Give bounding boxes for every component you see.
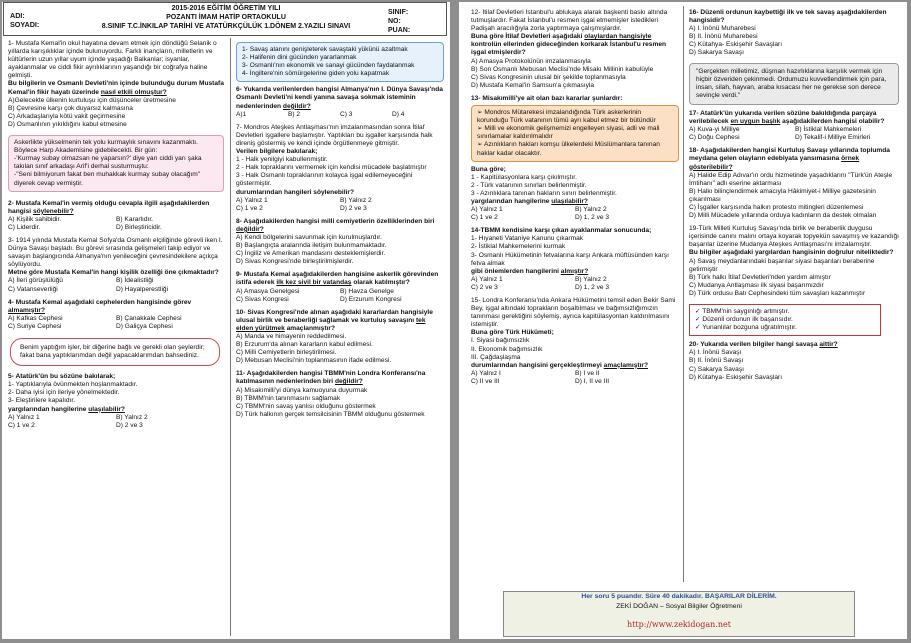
- q13-option-b[interactable]: B) Yalnız 2: [575, 206, 607, 214]
- box6-item-3: Osmanlı'nın ekonomik ve sanayi gücünden faydalanmak: [249, 62, 415, 70]
- q6-option-b[interactable]: B) 2: [288, 110, 301, 118]
- q10-option-d[interactable]: D) Mebusan Meclisi'nin toplanmasının ifade edilmesi.: [236, 357, 392, 365]
- footer: [503, 591, 855, 637]
- exam-page-1: [2, 2, 450, 639]
- q16-option-d[interactable]: D) Sakarya Savaşı: [689, 49, 744, 57]
- q18-stem: 18- Aşağıdakilerden hangisi Kurtuluş Savaşı yıllarında toplumda meydana gelen olayların edebiyata yansımasına: [689, 147, 890, 163]
- box6-item-4: İngiltere'nin sömürgelerine giden yolu kapatmak: [249, 70, 390, 78]
- q1-option-b[interactable]: B) Çevresine karşı çok duyarsız kalmasına: [8, 104, 133, 112]
- q8-stem: 8- Aşağıdakilerden hangisi milli cemiyetlerin özelliklerinden biri: [236, 217, 435, 225]
- q14-ask-underline: almıştır?: [560, 267, 589, 275]
- q14-option-d[interactable]: D) 1, 2 ve 3: [575, 283, 610, 291]
- q3-text: 3- 1914 yılında Mustafa Kemal Sofya'da Osmanlı elçiliğinde görevli iken I. Dünya Savaşı başladı. Bu görevi sırasında gelişmeleri takip ediyor ve savaşın başlangıcında Almanya'nın yenileceğini çevresindekilere açıkça söylüyordu.: [8, 236, 223, 269]
- q16-stem: 16- Düzenli ordunun kaybettiği ilk ve tek savaş aşağıdakilerden hangisidir?: [689, 9, 887, 25]
- website-link[interactable]: http://www.zekidogan.net: [627, 620, 731, 629]
- score-label: PUAN:: [388, 27, 411, 35]
- q18-stem-underline: örnek gösterilebilir?: [689, 155, 860, 171]
- q5-option-b[interactable]: B) Yalnız 2: [116, 413, 148, 421]
- q20-option-c[interactable]: C) Sakarya Savaşı: [689, 365, 744, 373]
- q12-option-b[interactable]: B) Son Osmanlı Mebusan Meclisi'nde Misakı Millinin kabulüyle: [471, 65, 654, 73]
- q3-option-d[interactable]: D) Hayalperestliği: [116, 285, 169, 293]
- q15-item-2: II. Ekonomik bağımsızlık: [471, 345, 543, 353]
- q13-option-c[interactable]: C) 1 ve 2: [471, 214, 498, 222]
- q14-item-2: 2- İstiklal Mahkemelerini kurmak: [471, 243, 566, 251]
- box-20: ✓ TBMM'nin saygınlığı artmıştır. ✓ Düzenli ordunun ilk başarısıdır. ✓ Yunanlılar bozguna uğratılmıştır.: [689, 304, 881, 336]
- q11-stem: 11- Aşağıdakilerden hangisi TBMM'nin Londra Konferansı'na katılmasının nedenlerinden biri: [236, 370, 426, 386]
- class-label: SINIF:: [388, 9, 409, 16]
- q9-stem-underline: ilk kez sivil bir vatandaş: [276, 279, 352, 287]
- q17-option-c[interactable]: C) Doğu Cephesi: [689, 134, 740, 142]
- q5-option-c[interactable]: C) 1 ve 2: [8, 421, 35, 429]
- exam-header: [3, 2, 447, 36]
- q16-option-c[interactable]: C) Kütahya- Eskişehir Savaşları: [689, 41, 783, 49]
- column-2: [236, 40, 444, 638]
- q12-option-d[interactable]: D) Mustafa Kemal'in Samsun'a çıkmasıyla: [471, 81, 595, 89]
- q4-option-a[interactable]: A) Kafkas Cephesi: [8, 314, 63, 322]
- anecdote-3: -"Seni bilmiyorum fakat ben muhakkak kurmay subay olacağım" diyerek cevap vermiştir.: [14, 171, 201, 187]
- q13-item-1: 1 - Kapitülasyonlara karşı çıkılmıştır.: [471, 173, 577, 181]
- quote-box-17: [689, 63, 899, 105]
- box13-item-3: Azınlıkların hakları komşu ülkelerdeki Müslümanlara tanınan haklar kadar olacaktır.: [477, 141, 660, 157]
- q14-option-c[interactable]: C) 2 ve 3: [471, 283, 498, 291]
- q12-stem-underline: olaylardan hangisiyle: [584, 33, 652, 41]
- teacher-name: ZEKİ DOĞAN – Sosyal Bilgiler Öğretmeni: [616, 603, 742, 610]
- school-year: 2015-2016 EĞİTİM ÖĞRETİM YILI: [171, 5, 281, 12]
- q20-option-d[interactable]: D) Kütahya- Eskişehir Savaşları: [689, 373, 783, 381]
- q2-option-a[interactable]: A) Kişilik sahibidir.: [8, 215, 62, 223]
- column-1: [8, 40, 224, 638]
- q1-option-d[interactable]: D) Osmanlının yıkıldığını kabul etmesine: [8, 120, 127, 128]
- q1-text: 1- Mustafa Kemal'in okul hayatına devam etmek için döndüğü Selanik o yıllarda karışıklıklar içinde bulunuyordu. Farklı inançların, milletlerin ve kültürlerin uzun yıllar uyum içinde yaşadığı Balkanlar; isyanlar, ayaklanmalar ve ciddi fikir ayrılıklarının yaşandığı bir coğrafya haline gelmişti.: [8, 40, 217, 80]
- number-label: NO:: [388, 18, 401, 26]
- q17-stem-end: aşağıdakilerden hangisi olabilir?: [782, 118, 885, 126]
- q14-option-a[interactable]: A) Yalnız 1: [471, 275, 503, 283]
- q15-option-b[interactable]: B) I ve II: [575, 369, 600, 377]
- q11-option-d[interactable]: D) Türk halkının gerçek temsilcisinin TBMM olduğunu göstermek: [236, 410, 425, 418]
- q15-option-a[interactable]: A) Yalnız I: [471, 369, 501, 377]
- box-6: 1- Savaş alanını genişleterek savaştaki yükünü azaltmak 2- Halifenin dini gücünden yararlanmak 3- Osmanlı'nın ekonomik ve sanayi gücünden faydalanmak 4- İngiltere'nin sömürgelerine giden yolu kapatmak: [236, 42, 444, 82]
- column-4: [689, 9, 901, 587]
- q16-option-a[interactable]: A) I. İnönü Muharebesi: [689, 25, 756, 33]
- q2-option-d[interactable]: D) Birleştiricidir.: [116, 223, 162, 231]
- q1-option-c[interactable]: C) Arkadaşlarıyla kötü vakit geçirmesine: [8, 112, 126, 120]
- q20-stem: 20- Yukarıda verilen bilgiler hangi savaşa: [689, 341, 818, 349]
- q2-stem-underline: söylenebilir?: [32, 207, 74, 215]
- q19-text: 19-Türk Milleti Kurtuluş Savaşı'nda birlik ve beraberlik duygusu içerisinde canını malını ortaya koyarak topyekün savaşmış ve kazandığı başarılar üzerine Mudanya Ateşkes Antlaşması'nı imzalamıştır.: [689, 225, 900, 249]
- q4-option-d[interactable]: D) Galiçya Cephesi: [116, 322, 173, 330]
- q19-option-c[interactable]: C) Mudanya Antlaşması ilk siyasi başarımızdır: [689, 281, 824, 289]
- q3-option-a[interactable]: A) İleri görüşlülüğü: [8, 277, 63, 285]
- q2-option-c[interactable]: C) Liderdir.: [8, 223, 41, 231]
- box20-item-1: TBMM'nin saygınlığı artmıştır.: [702, 308, 790, 315]
- column-divider: [230, 38, 231, 636]
- q8-option-a[interactable]: A) Kendi bölgelerini savunmak için kurulmuşlardır.: [236, 233, 382, 241]
- q7-option-b[interactable]: B) Yalnız 2: [340, 196, 372, 204]
- q3-stem: Metne göre Mustafa Kemal'in hangi kişilik özelliği öne çıkmaktadır?: [8, 269, 219, 277]
- q15-stem: Buna göre Türk Hükümeti;: [471, 329, 554, 337]
- box6-item-2: Halifenin dini gücünden yararlanmak: [249, 54, 357, 62]
- q19-stem: Bu bilgiler aşağıdaki yargılardan hangisinin doğrulur niteliktedir?: [689, 249, 894, 257]
- q1-stem: Bu bilgilerin ve Osmanlı Devleti'nin içinde bulunduğu durum Mustafa Kemal'in fikir hayatı üzerinde: [8, 80, 224, 96]
- q17-stem: 17- Atatürk'ün yukarıda verilen sözüne bakıldığında parçaya verilebilecek: [689, 109, 877, 126]
- q7-item-3: 3 - Halk Osmanlı topraklarının kolayca işgal edilemeyeceğini göstermiştir.: [236, 172, 413, 188]
- q4-option-c[interactable]: C) Suriye Cephesi: [8, 322, 62, 330]
- q17-option-d[interactable]: D) Tekalif-i Milliye Emirleri: [795, 134, 871, 142]
- q12-stem-end: kontrolün ellerinden gideceğinden korkarak İstanbul'u resmen işgal etmişlerdir?: [471, 41, 667, 57]
- q13-intro: 13- Misakımilli'ye ait olan bazı kararlar şunlardır:: [471, 94, 623, 102]
- column-3: [471, 9, 679, 587]
- exam-title: 8.SINIF T.C.İNKILAP TARİHİ VE ATATÜRKÇÜLÜK 1.DÖNEM 2.YAZILI SINAVI: [101, 22, 351, 30]
- q3-option-c[interactable]: C) Vatanseverliği: [8, 285, 58, 293]
- exam-page-2: [459, 2, 907, 639]
- q20-option-b[interactable]: B) II. İnönü Savaşı: [689, 357, 744, 365]
- q12-text: 12- İtilaf Devletleri İstanbul'u ablukaya alarak başkenti baskı altında tutmuşlardır. Fakat İstanbul'u resmen işgal etmemişler istedikleri Padişah aracılığıyla zorla yaptırmaya çalışmışlardır.: [471, 9, 668, 33]
- q5-option-d[interactable]: D) 2 ve 3: [116, 421, 143, 429]
- q18-option-d[interactable]: D) Milli Mücadele yıllarında orduya kadınların da destek olmaları: [689, 212, 877, 220]
- q8-option-d[interactable]: D) Sivas Kongresi'nde birleştirilmişlerdir.: [236, 258, 354, 266]
- q8-option-c[interactable]: C) İngiliz ve Amerikan mandasını desteklemişlerdir.: [236, 250, 386, 258]
- q14-option-b[interactable]: B) Yalnız 2: [575, 275, 607, 283]
- q5-ask-underline: ulaşılabilir?: [88, 405, 125, 413]
- q11-option-b[interactable]: B) TBMM'nin tanınmasını sağlamak: [236, 394, 341, 402]
- q17-option-a[interactable]: A) Kuva-yi Milliye: [689, 126, 740, 134]
- q13-ask-underline: ulaşılabilir?: [551, 197, 588, 205]
- q17-stem-underline: en uygun başlık: [730, 118, 781, 126]
- q14-ask: gibi önlemlerden hangilerini: [471, 267, 559, 275]
- anecdote-box: [8, 135, 224, 192]
- quote17-text: "Gerçekten milletimiz, düşman hazırlıklarına karşılık vermek için hiçbir özveriden çekinmedi. Ordumuzu kuvvetlendirmek için para, insan, silah, hayvan, araba kısacası her ne gerekse son derece sevinçle verdi.": [696, 67, 887, 99]
- q14-stem: 14-TBMM kendisine karşı çıkan ayaklanmalar sonucunda;: [471, 227, 652, 235]
- box20-item-2: Düzenli ordunun ilk başarısıdır.: [702, 316, 793, 324]
- q20-option-a[interactable]: A) I. İnönü Savaşı: [689, 349, 742, 357]
- q15-ask: durumlarından hangisini gerçekleştirmeyi: [471, 361, 602, 369]
- q17-option-b[interactable]: B) İstiklal Mahkemeleri: [795, 126, 862, 134]
- q9-option-b[interactable]: B) Havza Genelge: [340, 287, 394, 295]
- column-divider: [683, 6, 684, 582]
- q8-stem-underline: değildir?: [236, 225, 264, 233]
- box20-item-3: Yunanlılar bozguna uğratılmıştır.: [702, 324, 797, 332]
- q7-option-a[interactable]: A) Yalnız 1: [236, 196, 268, 204]
- q4-option-b[interactable]: B) Çanakkale Cephesi: [116, 314, 182, 322]
- q13-item-2: 2 - Türk vatanının sınırları belirlenmiştir.: [471, 181, 587, 189]
- q13-item-3: 3 - Azınlıklara tanınan hakların sınırı belirlenmiştir.: [471, 189, 617, 197]
- q15-ask-underline: amaçlamıştır?: [603, 361, 649, 369]
- q9-stem: 9- Mustafa Kemal aşağıdakilerden hangisine askerlik görevinden istifa ederek: [236, 271, 439, 287]
- q16-option-b[interactable]: B) II. İnönü Muharebesi: [689, 33, 758, 41]
- q4-stem: 4- Mustafa Kemal aşağıdaki cephelerden hangisinde görev: [8, 298, 192, 306]
- q20-stem-underline: aittir?: [819, 341, 838, 349]
- q19-option-d[interactable]: D) Türk ordusu Batı Cephesindeki tüm savaşları kazanmıştır: [689, 289, 866, 297]
- q14-item-1: 1- Hıyaneti Vataniye Kanunu çıkarmak: [471, 235, 584, 243]
- quote-text: Benim yaptığım işler, bir diğerine bağlı ve gerekli olan şeylerdir; fakat bana yaptıklarımdan değil yapacaklarımdan bahsediniz.: [20, 344, 205, 360]
- q5-option-a[interactable]: A) Yalnız 1: [8, 413, 40, 421]
- school-name: POZANTI İMAM HATİP ORTAOKULU: [166, 13, 286, 21]
- q15-option-c[interactable]: C) II ve III: [471, 377, 500, 385]
- q5-item-1: 1- Yaptıklarıyla övünmekten hoşlanmaktadır.: [8, 381, 138, 389]
- box13-item-1: Mondros Mütarekesi imzalandığında Türk askerlerinin korunduğu Türk vatanının tümü ayrı kabul etmez bir bütündür: [477, 109, 656, 125]
- q6-stem: 6- Yukarıda verilenlerden hangisi Almanya'nın I. Dünya Savaşı'nda Osmanlı Devleti'ni kendi yanına savaşa sokmak isteminin nedenlerinden: [236, 86, 443, 110]
- q7-option-d[interactable]: D) 2 ve 3: [340, 204, 367, 212]
- q2-option-b[interactable]: B) Kararlıdır.: [116, 215, 154, 223]
- q13-ask: yargılarından hangilerine: [471, 197, 550, 205]
- q4-stem-underline: almamıştır?: [8, 306, 46, 314]
- q10-stem-underline: tek elden yürütmek: [236, 316, 426, 332]
- q7-item-2: 2 - Halk topraklarını vermemek için kendisi mücadele başlatmıştır: [236, 164, 427, 172]
- surname-label: SOYADI:: [10, 20, 40, 29]
- q1-option-a[interactable]: A)Gelecekte ülkenin kurtuluşu için düşünceler üretmesine: [8, 96, 176, 104]
- q5-stem: 5- Atatürk'ün bu sözüne bakılarak;: [8, 373, 116, 381]
- q11-stem-underline: değildir?: [334, 378, 363, 386]
- q9-option-c[interactable]: C) Sivas Kongresi: [236, 295, 289, 303]
- q18-option-a[interactable]: A) Halide Edip Adıvar'ın ordu hizmetinde yaşadıklarını "Türk'ün Ateşle İmtihanı" adlı eserine aktarması: [689, 171, 893, 187]
- q7-text: 7- Mondros Ateşkes Antlaşması'nın imzalanmasından sonra İtilaf Devletleri işgallere başlamıştır. Yaptıkları bu işgaller karşısında halk direniş göstermiş ve kendi içinde örgütlenmeye gitmiştir.: [236, 123, 433, 147]
- q5-item-2: 2- Daha iyisi için ileriye yönelmektedir.: [8, 389, 120, 397]
- box6-item-1: Savaş alanını genişleterek savaştaki yükünü azaltmak: [249, 46, 408, 53]
- q15-item-1: I. Siyasi bağımsızlık: [471, 337, 530, 345]
- q11-option-a[interactable]: A) Misakımilli'yi dünya kamuoyuna duyurmak: [236, 386, 368, 394]
- q6-option-d[interactable]: D) 4: [392, 110, 405, 118]
- q15-text: 15- Londra Konferansı'nda Ankara Hükümetini temsil eden Bekir Sami Bey, işgal altındaki toprakların boşaltılması ve bağımsızlığımızın tanınması gerektiğini söylemiş, ayrıca kapitülasyonları kaldırılmasını istemiştir.: [471, 297, 676, 329]
- q10-stem-end: amaçlanmıştır?: [286, 324, 335, 332]
- q10-option-c[interactable]: C) Milli Cemiyetlerin birleştirilmesi.: [236, 349, 337, 357]
- q18-option-b[interactable]: B) Halkı bilinçlendirmek amacıyla Hâkimiyet-i Milliye gazetesinin çıkarılması: [689, 187, 876, 203]
- q12-option-c[interactable]: C) Sivas Kongresinin ulusal bir şekilde toplanmasıyla: [471, 73, 626, 81]
- q15-item-3: III. Çağdaşlaşma: [471, 353, 521, 361]
- q6-option-c[interactable]: C) 3: [340, 110, 353, 118]
- box13-item-2: Milli ve ekonomik gelişmemizi engelleyen siyasi, adli ve mali sınırlamalar kaldırılmalıdır: [477, 125, 660, 141]
- q13-option-a[interactable]: A) Yalnız 1: [471, 206, 503, 214]
- q14-item-3: 3- Osmanlı Hükümetinin fetvalarına karşı Ankara müftüsünden karşı fetva almak: [471, 251, 669, 267]
- q12-stem: Buna göre İtilaf Devletleri aşağıdaki: [471, 33, 583, 41]
- q19-option-a[interactable]: A) Savaş meydanlarındaki başarılar siyasi başarıları beraberine getirmiştir: [689, 257, 875, 273]
- q13-option-d[interactable]: D) 1, 2 ve 3: [575, 214, 610, 222]
- q10-option-a[interactable]: A) Manda ve himayenin reddedilmesi.: [236, 333, 347, 340]
- anecdote-2: -'Kurmay subay olmazsan ne yaparsın?' diye yarı ciddi yarı şaka takılan sınıf arkadaşı Arif'i derhal susturmuştu:: [14, 155, 202, 171]
- box-13: ➢ Mondros Mütarekesi imzalandığında Türk askerlerinin korunduğu Türk vatanının tümü ayrı kabul etmez bir bütündür ➢ Milli ve ekonomik gelişmemizi engelleyen siyasi, adli ve mali sınırlamalar kaldırılmalıdır ➢ Azınlıkların hakları komşu ülkelerdeki Müslümanlara tanınan haklar kadar olacaktır.: [471, 105, 679, 162]
- quote-box: [10, 338, 220, 366]
- q12-option-a[interactable]: A) Amasya Protokolünün imzalanmasıyla: [471, 57, 591, 65]
- q19-option-b[interactable]: B) Türk halkı İtilaf Devletleri'nden yardım almıştır: [689, 273, 831, 281]
- q2-stem: 2- Mustafa Kemal'in vermiş olduğu cevapla ilgili aşağıdakilerden hangisi: [8, 199, 210, 215]
- q6-option-a[interactable]: A)1: [236, 110, 247, 118]
- q6-stem-underline: değildir?: [282, 102, 311, 110]
- q10-stem: 10- Sivas Kongresi'nde alınan aşağıdaki kararlardan hangisiyle ulusal birlik ve beraberliği sağlamak ve kurtuluş savaşını: [236, 308, 433, 324]
- q1-stem-underline: nasıl etkili olmuştur?: [100, 88, 167, 96]
- q9-option-a[interactable]: A) Amasya Genelgesi: [236, 287, 300, 295]
- name-label: ADI:: [10, 11, 25, 20]
- q7-option-c[interactable]: C) 1 ve 2: [236, 204, 263, 212]
- footer-note: Her soru 5 puandır. Süre 40 dakikadır. BAŞARILAR DİLERİM.: [581, 593, 777, 600]
- q15-option-d[interactable]: D) I, II ve III: [575, 377, 610, 385]
- q5-item-3: 3- Eleştirilere kapalıdır.: [8, 397, 76, 405]
- q18-option-c[interactable]: C) İşgaller karşısında halkın protesto mitingleri düzenlemesi: [689, 203, 864, 211]
- q9-option-d[interactable]: D) Erzurum Kongresi: [340, 295, 402, 303]
- q13-stem: Buna göre;: [471, 165, 506, 173]
- anecdote-1: Askerlikte yükselmenin tek yolu kurmaylık sınavını kazanmaktı. Böylece Harp Akademisine gidebilecekti. Bir gün:: [14, 139, 198, 155]
- q5-ask: yargılarından hangilerine: [8, 405, 87, 413]
- q10-option-b[interactable]: B) Erzurum'da alınan kararların kabul edilmesi.: [236, 341, 373, 349]
- q7-item-1: 1 - Halk yenilgiyi kabullenmiştir.: [236, 156, 328, 164]
- q7-stem: Verilen bilgilere bakılarak;: [236, 148, 318, 156]
- q7-ask: durumlarından hangileri söylenebilir?: [236, 188, 354, 196]
- q8-option-b[interactable]: B) Başlangıçta aralarında iletişim bulunmamaktadır.: [236, 242, 387, 250]
- q3-option-b[interactable]: B) İdealistliği: [116, 277, 154, 285]
- q9-stem-end: olarak katılmıştır?: [353, 279, 410, 287]
- q11-option-c[interactable]: C) TBMM'nin savaş yanlısı olduğunu göstermek: [236, 402, 376, 410]
